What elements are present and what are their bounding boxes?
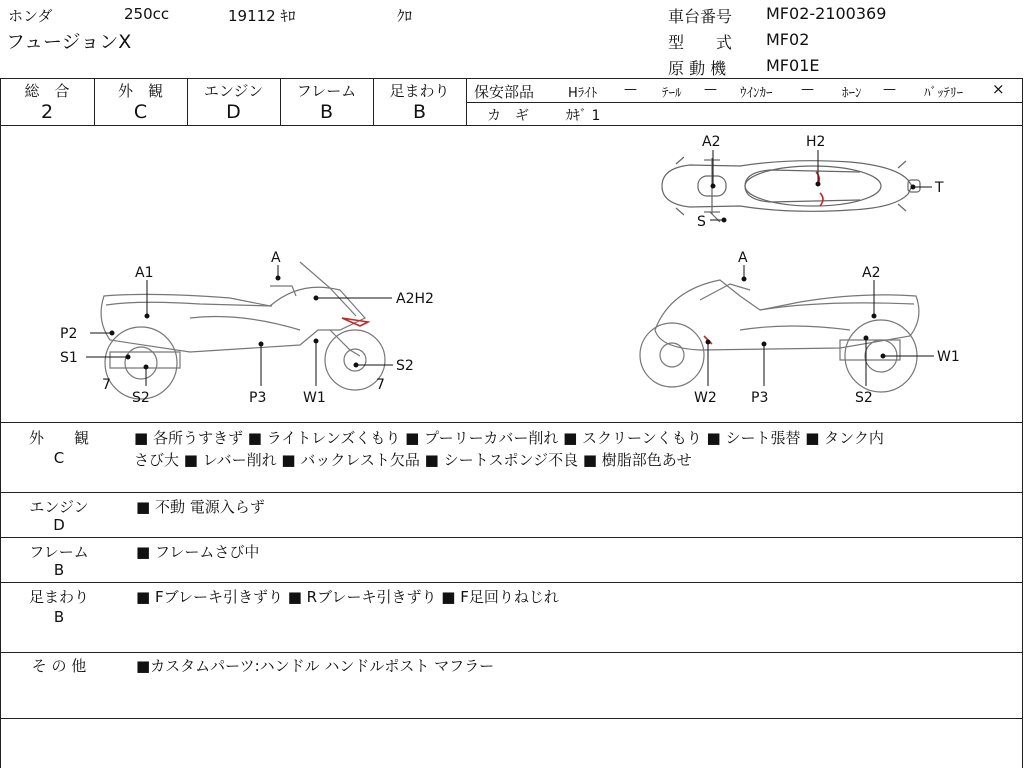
engine-value: MF01E — [766, 56, 820, 75]
label-top-h2: H2 — [806, 134, 826, 150]
mileage: 19112 ｷﾛ — [228, 7, 296, 25]
remark-other-line-1: ■カスタムパーツ:ハンドル ハンドルポスト マフラー — [136, 657, 495, 675]
remark-frame-grade: B — [53, 561, 65, 579]
scooter-right-view — [640, 280, 919, 392]
label-left-s1: S1 — [60, 350, 78, 366]
scooter-left-view — [101, 262, 385, 399]
remark-engine-grade: D — [53, 516, 65, 534]
label-left-a1: A1 — [135, 265, 154, 281]
safety-status-battery: × — [992, 80, 1005, 98]
safety-item-headlight: Hﾗｲﾄ — [568, 86, 598, 101]
grade-engine-value: D — [226, 101, 241, 123]
scooter-top-view — [662, 157, 920, 222]
remark-engine-label: エンジン — [29, 498, 89, 516]
label-right-a2: A2 — [862, 265, 881, 281]
safety-label: 保安部品 — [474, 83, 535, 101]
remark-other-label: そ の 他 — [31, 657, 87, 675]
label-right-s2: S2 — [855, 390, 873, 406]
grade-suspension-value: B — [412, 101, 427, 123]
grade-suspension-label: 足まわり — [389, 82, 450, 100]
label-left-s2b: S2 — [396, 358, 414, 374]
remark-suspension-line-1: ■ Fブレーキ引きずり ■ Rブレーキ引きずり ■ F足回りねじれ — [136, 588, 559, 606]
chassis-label: 車台番号 — [668, 7, 733, 26]
grade-engine-label: エンジン — [203, 82, 264, 100]
color: ｸﾛ — [397, 7, 413, 25]
grade-exterior-value: C — [133, 101, 148, 123]
label-right-w1: W1 — [937, 349, 960, 365]
grade-frame-label: フレーム — [296, 82, 357, 100]
left-view-damage — [342, 318, 368, 326]
label-left-a2h2: A2H2 — [396, 291, 434, 307]
remark-suspension-grade: B — [53, 608, 65, 626]
safety-item-winker: ｳｲﾝｶｰ — [740, 86, 773, 101]
remark-engine-line-1: ■ 不動 電源入らず — [136, 498, 265, 516]
label-left-p3: P3 — [249, 390, 267, 406]
label-left-7b: 7 — [376, 377, 385, 393]
remark-frame-line-1: ■ フレームさび中 — [136, 543, 260, 561]
grade-exterior-label: 外 観 — [117, 82, 163, 100]
model-name: フュージョンX — [6, 31, 132, 53]
label-right-p3: P3 — [751, 390, 769, 406]
type-label: 型 式 — [668, 33, 733, 52]
safety-item-battery: ﾊﾞｯﾃﾘｰ — [924, 86, 963, 101]
maker: ホンダ — [8, 7, 53, 25]
label-left-7a: 7 — [102, 377, 111, 393]
label-left-w1: W1 — [303, 390, 326, 406]
safety-status-winker: — — [801, 82, 814, 97]
safety-item-horn: ﾎｰﾝ — [842, 86, 862, 101]
key-label: カ ギ — [487, 108, 529, 124]
label-top-a2: A2 — [702, 134, 721, 150]
damage-diagram — [0, 126, 1022, 421]
remark-suspension-label: 足まわり — [28, 588, 89, 606]
remark-frame-label: フレーム — [29, 543, 89, 561]
label-top-t: T — [935, 180, 944, 196]
label-left-p2: P2 — [60, 326, 78, 342]
safety-status-horn: — — [883, 82, 896, 97]
grade-overall-label: 総 合 — [24, 82, 70, 100]
safety-item-tail: ﾃｰﾙ — [662, 86, 682, 101]
remark-exterior-grade: C — [53, 449, 65, 467]
grade-overall-value: 2 — [40, 101, 54, 123]
label-left-s2: S2 — [132, 390, 150, 406]
safety-status-headlight: — — [624, 82, 637, 97]
label-right-a: A — [738, 250, 748, 266]
remark-exterior-line-2: さび大 ■ レバー削れ ■ バックレスト欠品 ■ シートスポンジ不良 ■ 樹脂部色あせ — [134, 451, 692, 469]
chassis-value: MF02-2100369 — [766, 4, 887, 23]
label-right-w2: W2 — [694, 390, 717, 406]
label-left-a: A — [271, 250, 281, 266]
remark-exterior-label: 外 観 — [28, 429, 89, 447]
type-value: MF02 — [766, 30, 810, 49]
grade-frame-value: B — [319, 101, 334, 123]
engine-label: 原 動 機 — [668, 59, 727, 78]
safety-status-tail: — — [704, 82, 717, 97]
remark-exterior-line-1: ■ 各所うすきず ■ ライトレンズくもり ■ プーリーカバー削れ ■ スクリーンくもり ■ シート張替 ■ タンク内 — [134, 429, 884, 447]
key-value: ｶｷﾞ 1 — [566, 108, 601, 124]
label-top-s: S — [697, 214, 706, 230]
displacement: 250cc — [124, 5, 170, 23]
